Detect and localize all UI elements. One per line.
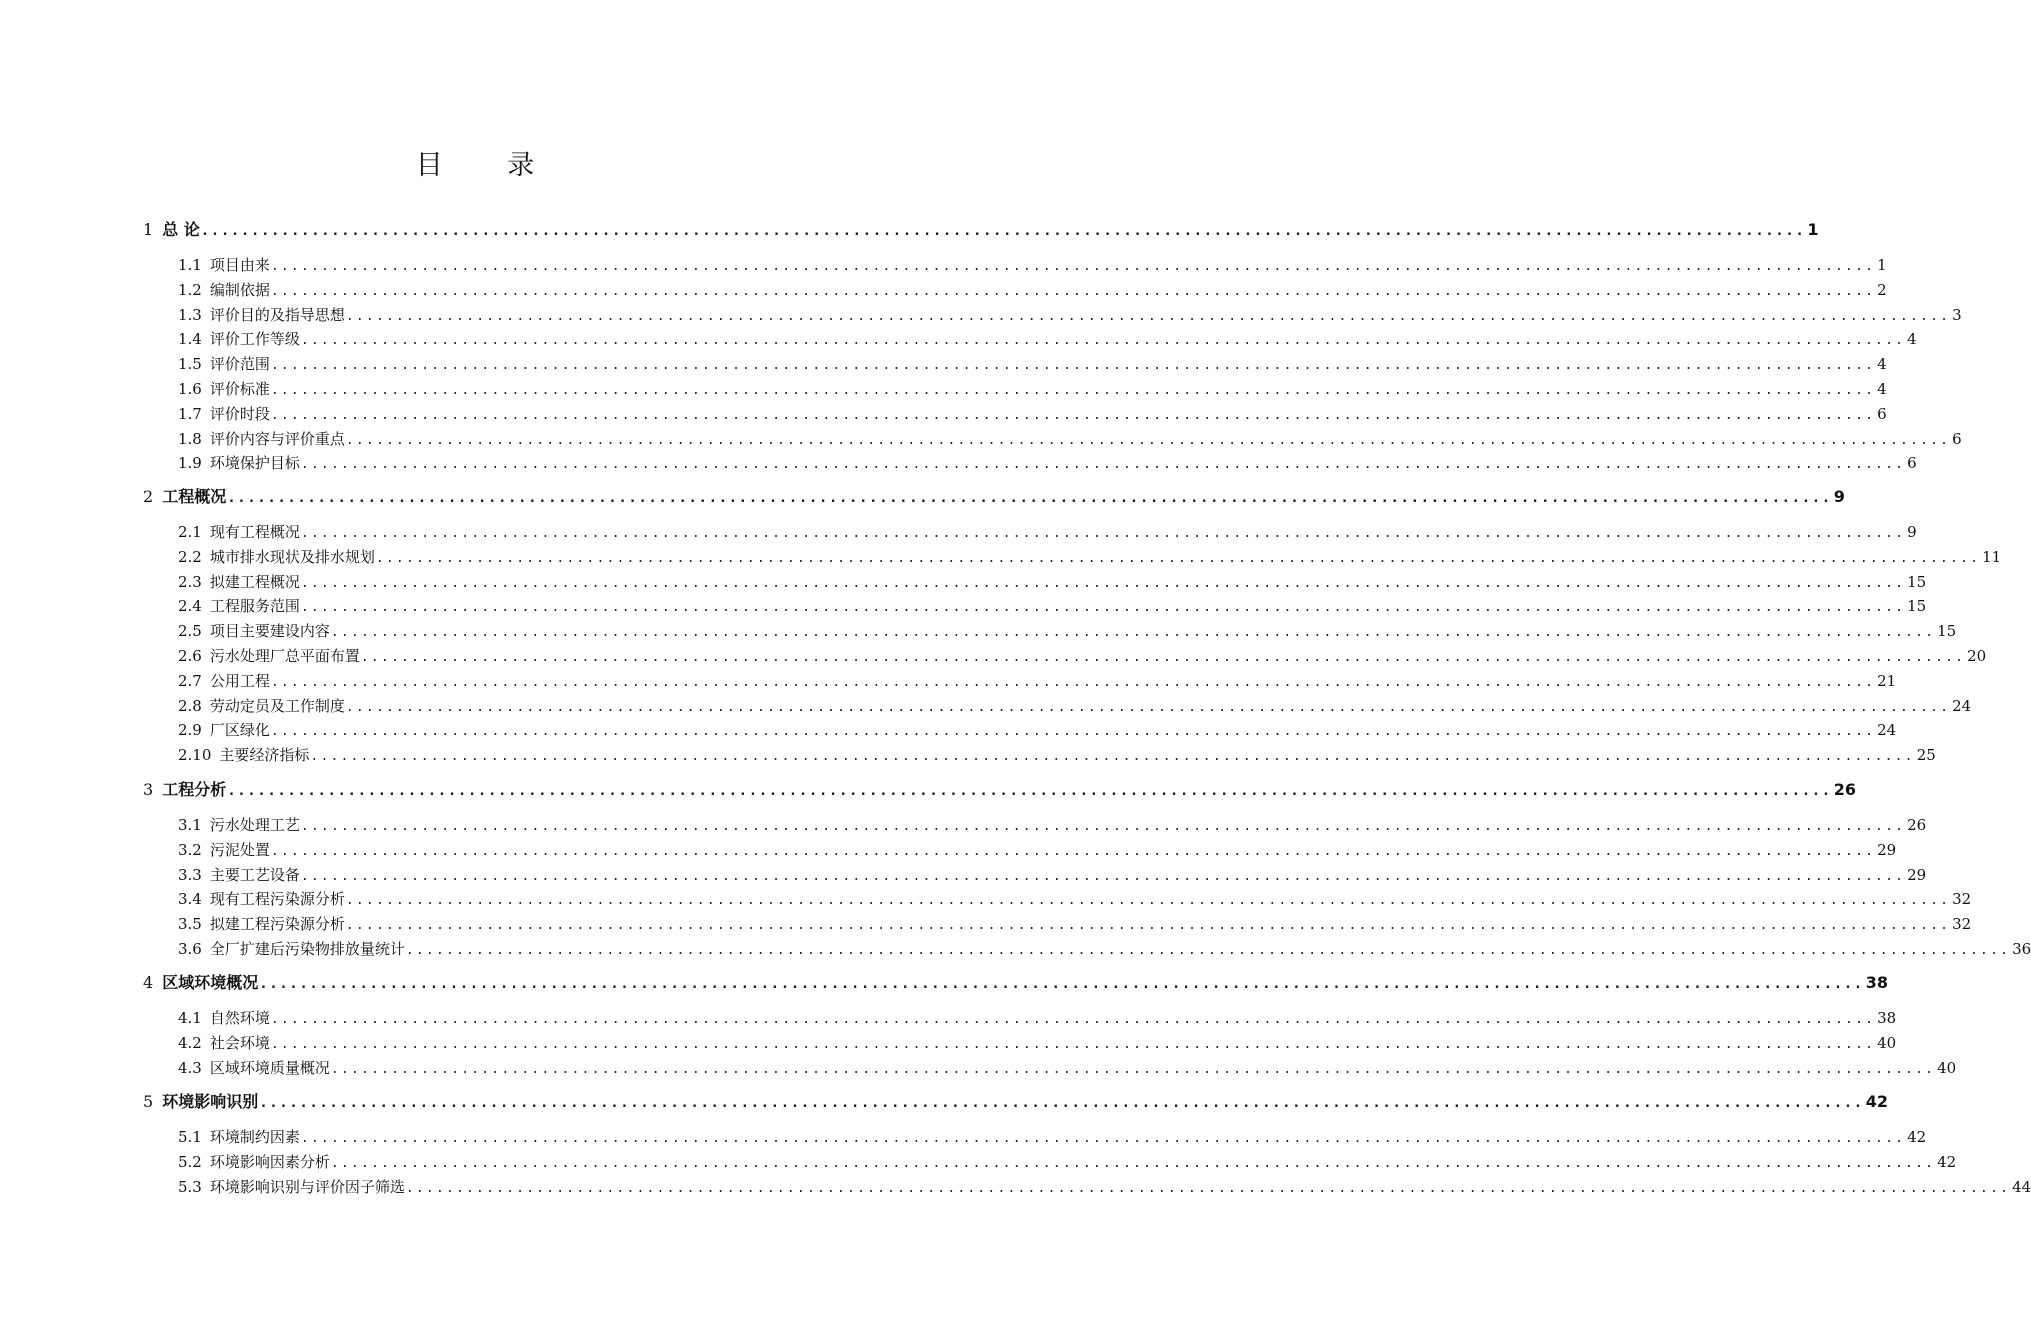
toc-section-entry[interactable] [178, 1056, 1957, 1080]
toc-entry-title: 评价工作等级 [209, 330, 300, 349]
toc-entry-title: 编制依据 [209, 280, 270, 299]
toc-entry-page: 32 [1952, 890, 1972, 909]
toc-section-entry[interactable] [178, 937, 2031, 961]
toc-entry-title: 项目由来 [209, 256, 270, 274]
toc-entry-page: 1 [1877, 256, 1887, 274]
toc-entry-number: 3.6 [178, 940, 202, 958]
toc-entry-page: 44 [2012, 1177, 2031, 1196]
toc-section-entry[interactable] [178, 1006, 1897, 1030]
toc-dot-leader: ................................................................................................................................................................ [310, 749, 1915, 765]
toc-entry-number: 2 [143, 487, 154, 506]
toc-dot-leader: ................................................................................................................................................................ [270, 1012, 1876, 1027]
toc-entry-number: 3.4 [178, 890, 202, 909]
toc-entry-number: 3 [143, 780, 154, 799]
toc-entry-title: 拟建工程污染源分析 [209, 915, 345, 934]
toc-dot-leader: ................................................................................................................................................................ [300, 600, 1906, 616]
toc-entry-title: 环境保护目标 [209, 454, 300, 473]
toc-entry-number: 1 [143, 220, 154, 239]
toc-entry-title: 劳动定员及工作制度 [209, 696, 345, 715]
toc-entry-page: 40 [1877, 1033, 1897, 1052]
toc-dot-leader: ................................................................................................................................................................ [345, 918, 1951, 934]
toc-entry-page: 42 [1907, 1128, 1927, 1146]
toc-section-entry[interactable] [178, 570, 1927, 594]
toc-entry-title: 总 论 [162, 220, 200, 239]
toc-entry-number: 5.3 [178, 1177, 202, 1196]
toc-section-entry[interactable] [178, 1031, 1897, 1055]
toc-entry-page: 9 [1833, 487, 1845, 506]
toc-section-entry[interactable] [178, 669, 1897, 693]
toc-entry-page: 38 [1877, 1009, 1897, 1027]
toc-section-entry[interactable] [178, 887, 1972, 911]
toc-dot-leader: ................................................................................................................................................................ [330, 1155, 1936, 1171]
toc-section-entry[interactable] [178, 278, 1887, 302]
toc-entry-number: 2.5 [178, 622, 202, 641]
toc-entry-number: 4.3 [178, 1058, 202, 1077]
toc-entry-page: 20 [1967, 647, 1987, 665]
toc-entry-number: 2.7 [178, 671, 202, 690]
toc-chapter-entry[interactable] [143, 1090, 1889, 1114]
toc-entry-number: 1.8 [178, 429, 202, 448]
toc-entry-number: 4.1 [178, 1009, 202, 1027]
toc-section-entry[interactable] [178, 594, 1927, 618]
toc-entry-page: 42 [1865, 1092, 1889, 1111]
toc-entry-page: 21 [1877, 671, 1897, 690]
toc-section-entry[interactable] [178, 545, 2002, 569]
toc-dot-leader: ................................................................................................................................................................ [375, 550, 1981, 566]
toc-entry-title: 评价时段 [209, 404, 270, 423]
toc-entry-title: 主要经济指标 [219, 746, 310, 765]
toc-dot-leader: ................................................................................................................................................................ [300, 1131, 1906, 1146]
toc-entry-title: 自然环境 [209, 1009, 270, 1027]
toc-entry-title: 主要工艺设备 [209, 865, 300, 884]
toc-entry-number: 3.2 [178, 840, 202, 859]
toc-entry-page: 15 [1937, 622, 1957, 641]
toc-section-entry[interactable] [178, 520, 1917, 544]
toc-section-entry[interactable] [178, 1125, 1927, 1149]
toc-dot-leader: ................................................................................................................................................................ [360, 650, 1966, 665]
toc-dot-leader: ................................................................................................................................................................ [270, 259, 1876, 274]
toc-entry-number: 1.4 [178, 330, 202, 349]
toc-entry-page: 6 [1907, 454, 1917, 473]
toc-entry-title: 公用工程 [209, 671, 270, 690]
toc-entry-title: 区域环境质量概况 [209, 1058, 330, 1077]
toc-entry-title: 环境影响识别 [162, 1092, 259, 1111]
toc-entry-number: 1.6 [178, 380, 202, 398]
toc-entry-title: 污泥处置 [209, 840, 270, 859]
toc-entry-number: 1.2 [178, 280, 202, 299]
toc-entry-number: 1.5 [178, 355, 202, 374]
toc-entry-page: 38 [1865, 973, 1889, 992]
toc-entry-title: 评价内容与评价重点 [209, 429, 345, 448]
toc-dot-leader: ................................................................................................................................................................ [300, 457, 1906, 473]
toc-entry-title: 环境影响因素分析 [209, 1152, 330, 1171]
toc-dot-leader: ................................................................................................................................................................ [405, 1180, 2011, 1196]
toc-entry-page: 40 [1937, 1058, 1957, 1077]
toc-section-entry[interactable] [178, 253, 1887, 277]
toc-entry-page: 15 [1907, 597, 1927, 616]
toc-entry-title: 拟建工程概况 [209, 572, 300, 591]
toc-entry-page: 26 [1907, 816, 1927, 834]
toc-section-entry[interactable] [178, 838, 1897, 862]
toc-entry-title: 评价范围 [209, 355, 270, 374]
toc-section-entry[interactable] [178, 377, 1887, 401]
toc-entry-number: 2.1 [178, 523, 202, 541]
toc-chapter-entry[interactable] [143, 218, 1819, 242]
toc-dot-leader: ................................................................................................................................................................ [300, 333, 1906, 349]
toc-entry-title: 污水处理厂总平面布置 [209, 647, 360, 665]
toc-entry-page: 24 [1877, 721, 1897, 740]
toc-dot-leader: ................................................................................................................................................................ [270, 843, 1876, 859]
toc-dot-leader: ................................................................................................................................................................ [270, 724, 1876, 740]
toc-entry-page: 6 [1952, 429, 1962, 448]
toc-dot-leader: ................................................................................................................................................................ [405, 943, 2011, 958]
page-title: 目 录 [415, 150, 563, 181]
toc-entry-number: 2.3 [178, 572, 202, 591]
toc-dot-leader: ................................................................................................................................................................ [259, 1095, 1864, 1111]
toc-chapter-entry[interactable] [143, 485, 1845, 509]
toc-entry-title: 现有工程概况 [209, 523, 300, 541]
toc-entry-page: 4 [1907, 330, 1917, 349]
toc-entry-page: 2 [1877, 280, 1887, 299]
toc-chapter-entry[interactable] [143, 971, 1889, 995]
toc-entry-page: 4 [1877, 380, 1887, 398]
toc-entry-title: 社会环境 [209, 1033, 270, 1052]
toc-entry-page: 9 [1907, 523, 1917, 541]
toc-entry-title: 厂区绿化 [209, 721, 270, 740]
toc-entry-title: 项目主要建设内容 [209, 622, 330, 641]
toc-entry-page: 25 [1916, 746, 1936, 765]
toc-entry-title: 全厂扩建后污染物排放量统计 [209, 940, 405, 958]
toc-dot-leader: ................................................................................................................................................................ [300, 575, 1906, 591]
toc-entry-number: 4.2 [178, 1033, 202, 1052]
toc-dot-leader: ................................................................................................................................................................ [345, 308, 1951, 324]
toc-entry-title: 城市排水现状及排水规划 [209, 547, 375, 566]
toc-entry-number: 1.1 [178, 256, 202, 274]
toc-dot-leader: ................................................................................................................................................................ [270, 358, 1876, 374]
toc-dot-leader: ................................................................................................................................................................ [270, 407, 1876, 423]
toc-entry-number: 1.7 [178, 404, 202, 423]
toc-dot-leader: ................................................................................................................................................................ [345, 432, 1951, 448]
toc-entry-page: 4 [1877, 355, 1887, 374]
toc-entry-title: 评价标准 [209, 380, 270, 398]
toc-entry-number: 3.5 [178, 915, 202, 934]
toc-entry-title: 工程分析 [162, 780, 227, 799]
toc-entry-number: 3.1 [178, 816, 202, 834]
toc-section-entry[interactable] [178, 912, 1972, 936]
toc-section-entry[interactable] [178, 303, 1962, 327]
toc-chapter-entry[interactable] [143, 778, 1857, 802]
toc-entry-number: 3.3 [178, 865, 202, 884]
toc-dot-leader: ................................................................................................................................................................ [270, 283, 1876, 299]
toc-section-entry[interactable] [178, 813, 1927, 837]
toc-entry-page: 26 [1833, 780, 1857, 799]
toc-section-entry[interactable] [178, 1175, 2031, 1199]
toc-section-entry[interactable] [178, 644, 1987, 668]
toc-dot-leader: ................................................................................................................................................................ [270, 383, 1876, 398]
toc-dot-leader: ................................................................................................................................................................ [270, 674, 1876, 690]
toc-entry-page: 11 [1982, 547, 2002, 566]
toc-entry-title: 现有工程污染源分析 [209, 890, 345, 909]
toc-section-entry[interactable] [178, 327, 1917, 351]
toc-dot-leader: ................................................................................................................................................................ [227, 783, 1832, 799]
toc-entry-page: 29 [1907, 865, 1927, 884]
toc-entry-number: 2.10 [178, 746, 212, 765]
toc-entry-number: 4 [143, 973, 154, 992]
toc-entry-page: 36 [2012, 940, 2031, 958]
toc-section-entry[interactable] [178, 863, 1927, 887]
toc-entry-page: 32 [1952, 915, 1972, 934]
toc-entry-number: 2.4 [178, 597, 202, 616]
toc-section-entry[interactable] [178, 427, 1962, 451]
toc-entry-page: 6 [1877, 404, 1887, 423]
toc-section-entry[interactable] [178, 694, 1972, 718]
toc-dot-leader: ................................................................................................................................................................ [300, 819, 1906, 834]
toc-section-entry[interactable] [178, 402, 1887, 426]
toc-entry-title: 区域环境概况 [162, 973, 259, 992]
toc-entry-number: 5.2 [178, 1152, 202, 1171]
toc-entry-page: 3 [1952, 305, 1962, 324]
toc-entry-page: 24 [1952, 696, 1972, 715]
toc-section-entry[interactable] [178, 619, 1957, 643]
toc-entry-number: 2.6 [178, 647, 202, 665]
toc-entry-title: 污水处理工艺 [209, 816, 300, 834]
toc-entry-number: 2.9 [178, 721, 202, 740]
toc-entry-page: 42 [1937, 1152, 1957, 1171]
toc-entry-page: 15 [1907, 572, 1927, 591]
toc-dot-leader: ................................................................................................................................................................ [330, 625, 1936, 641]
toc-entry-title: 工程概况 [162, 487, 227, 506]
toc-entry-title: 环境制约因素 [209, 1128, 300, 1146]
toc-section-entry[interactable] [178, 718, 1897, 742]
toc-section-entry[interactable] [178, 352, 1887, 376]
toc-dot-leader: ................................................................................................................................................................ [259, 976, 1864, 992]
toc-entry-title: 工程服务范围 [209, 597, 300, 616]
toc-dot-leader: ................................................................................................................................................................ [330, 1061, 1936, 1077]
toc-dot-leader: ................................................................................................................................................................ [345, 893, 1951, 909]
toc-entry-number: 1.9 [178, 454, 202, 473]
toc-section-entry[interactable] [178, 743, 1936, 767]
toc-dot-leader: ................................................................................................................................................................ [345, 699, 1951, 715]
toc-entry-page: 1 [1807, 220, 1819, 239]
toc-entry-number: 2.8 [178, 696, 202, 715]
toc-section-entry[interactable] [178, 451, 1917, 475]
toc-dot-leader: ................................................................................................................................................................ [227, 490, 1832, 506]
toc-dot-leader: ................................................................................................................................................................ [300, 526, 1906, 541]
toc-entry-title: 评价目的及指导思想 [209, 305, 345, 324]
toc-dot-leader: ................................................................................................................................................................ [300, 868, 1906, 884]
toc-entry-number: 1.3 [178, 305, 202, 324]
toc-section-entry[interactable] [178, 1150, 1957, 1174]
toc-dot-leader: ................................................................................................................................................................ [270, 1036, 1876, 1052]
toc-entry-title: 环境影响识别与评价因子筛选 [209, 1177, 405, 1196]
toc-entry-page: 29 [1877, 840, 1897, 859]
toc-entry-number: 2.2 [178, 547, 202, 566]
toc-entry-number: 5.1 [178, 1128, 202, 1146]
toc-entry-number: 5 [143, 1092, 154, 1111]
toc-dot-leader: ................................................................................................................................................................ [200, 223, 1806, 239]
